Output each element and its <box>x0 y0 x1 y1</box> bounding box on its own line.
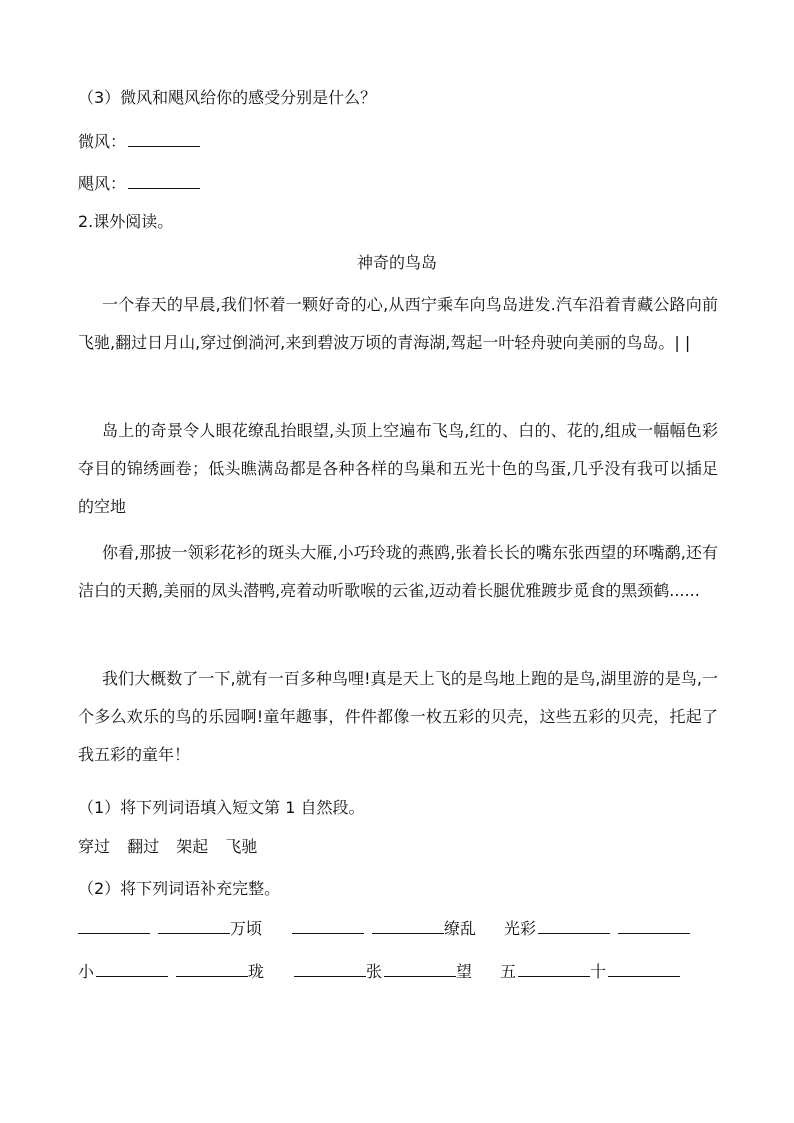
word-feichi: 飞驰 <box>225 837 258 856</box>
blank[interactable] <box>618 918 690 934</box>
word-wang: 望 <box>456 962 473 981</box>
question-3-prompt: （3）微风和飓风给你的感受分别是什么？ <box>78 88 377 107</box>
passage-paragraph-4: 我们大概数了一下,就有一百多种鸟哩!真是天上飞的是鸟地上跑的是鸟,湖里游的是鸟,一个多么欢乐的鸟的乐园啊!童年趣事，件件都像一枚五彩的贝壳，这些五彩的贝壳，托起了我五彩的童年！ <box>78 669 718 764</box>
word-jiaqi: 架起 <box>176 837 209 856</box>
question-2-row-1 <box>78 918 690 939</box>
word-zhang: 张 <box>366 962 383 981</box>
passage-paragraph-2: 岛上的奇景令人眼花缭乱抬眼望,头顶上空遍布飞鸟,红的、白的、花的,组成一幅幅色彩夺目的锦绣画卷；低头瞧满岛都是各种各样的鸟巢和五光十色的鸟蛋,几乎没有我可以插足的空地 <box>78 421 718 516</box>
blank[interactable] <box>538 918 610 934</box>
word-wanqing: 万顷 <box>230 919 263 938</box>
question-1-prompt: （1）将下列词语填入短文第 1 自然段。 <box>78 798 365 817</box>
section-2-heading: 2.课外阅读。 <box>78 212 174 231</box>
question-1-word-list <box>78 838 269 856</box>
jufeng-label: 飓风： <box>78 174 127 193</box>
word-wu: 五 <box>500 962 517 981</box>
weifeng-label: 微风： <box>78 132 127 151</box>
blank[interactable] <box>518 961 590 977</box>
blank[interactable] <box>96 961 168 977</box>
word-liaoluan: 缭乱 <box>444 919 477 938</box>
word-shi: 十 <box>590 962 607 981</box>
word-long: 珑 <box>248 962 265 981</box>
word-fanguo: 翻过 <box>127 837 160 856</box>
blank[interactable] <box>294 961 366 977</box>
passage-paragraph-1: 一个春天的早晨,我们怀着一颗好奇的心,从西宁乘车向鸟岛进发.汽车沿着青藏公路向前飞驰,翻过日月山,穿过倒淌河,来到碧波万顷的青海湖,驾起一叶轻舟驶向美丽的鸟岛。| | <box>78 295 718 352</box>
blank[interactable] <box>158 918 230 934</box>
word-guangcai: 光彩 <box>504 919 537 938</box>
question-2-prompt: （2）将下列词语补充完整。 <box>78 879 281 898</box>
blank[interactable] <box>78 918 150 934</box>
weifeng-blank[interactable] <box>128 131 200 147</box>
passage-paragraph-3: 你看,那披一领彩花衫的斑头大雁,小巧玲珑的燕鸥,张着长长的嘴东张西望的环嘴鹬,还有洁白的天鹅,美丽的凤头潜鸭,亮着动听歌喉的云雀,迈动着长腿优雅踱步觅食的黑颈鹤...... <box>78 543 718 600</box>
question-2-row-2 <box>78 961 680 982</box>
word-chuanguo: 穿过 <box>78 837 111 856</box>
blank[interactable] <box>176 961 248 977</box>
word-xiao: 小 <box>78 962 95 981</box>
weifeng-answer-line <box>78 131 200 151</box>
blank[interactable] <box>292 918 364 934</box>
blank[interactable] <box>608 961 680 977</box>
blank[interactable] <box>372 918 444 934</box>
passage-title: 神奇的鸟岛 <box>356 253 437 272</box>
jufeng-blank[interactable] <box>128 173 200 189</box>
blank[interactable] <box>384 961 456 977</box>
jufeng-answer-line <box>78 173 200 193</box>
